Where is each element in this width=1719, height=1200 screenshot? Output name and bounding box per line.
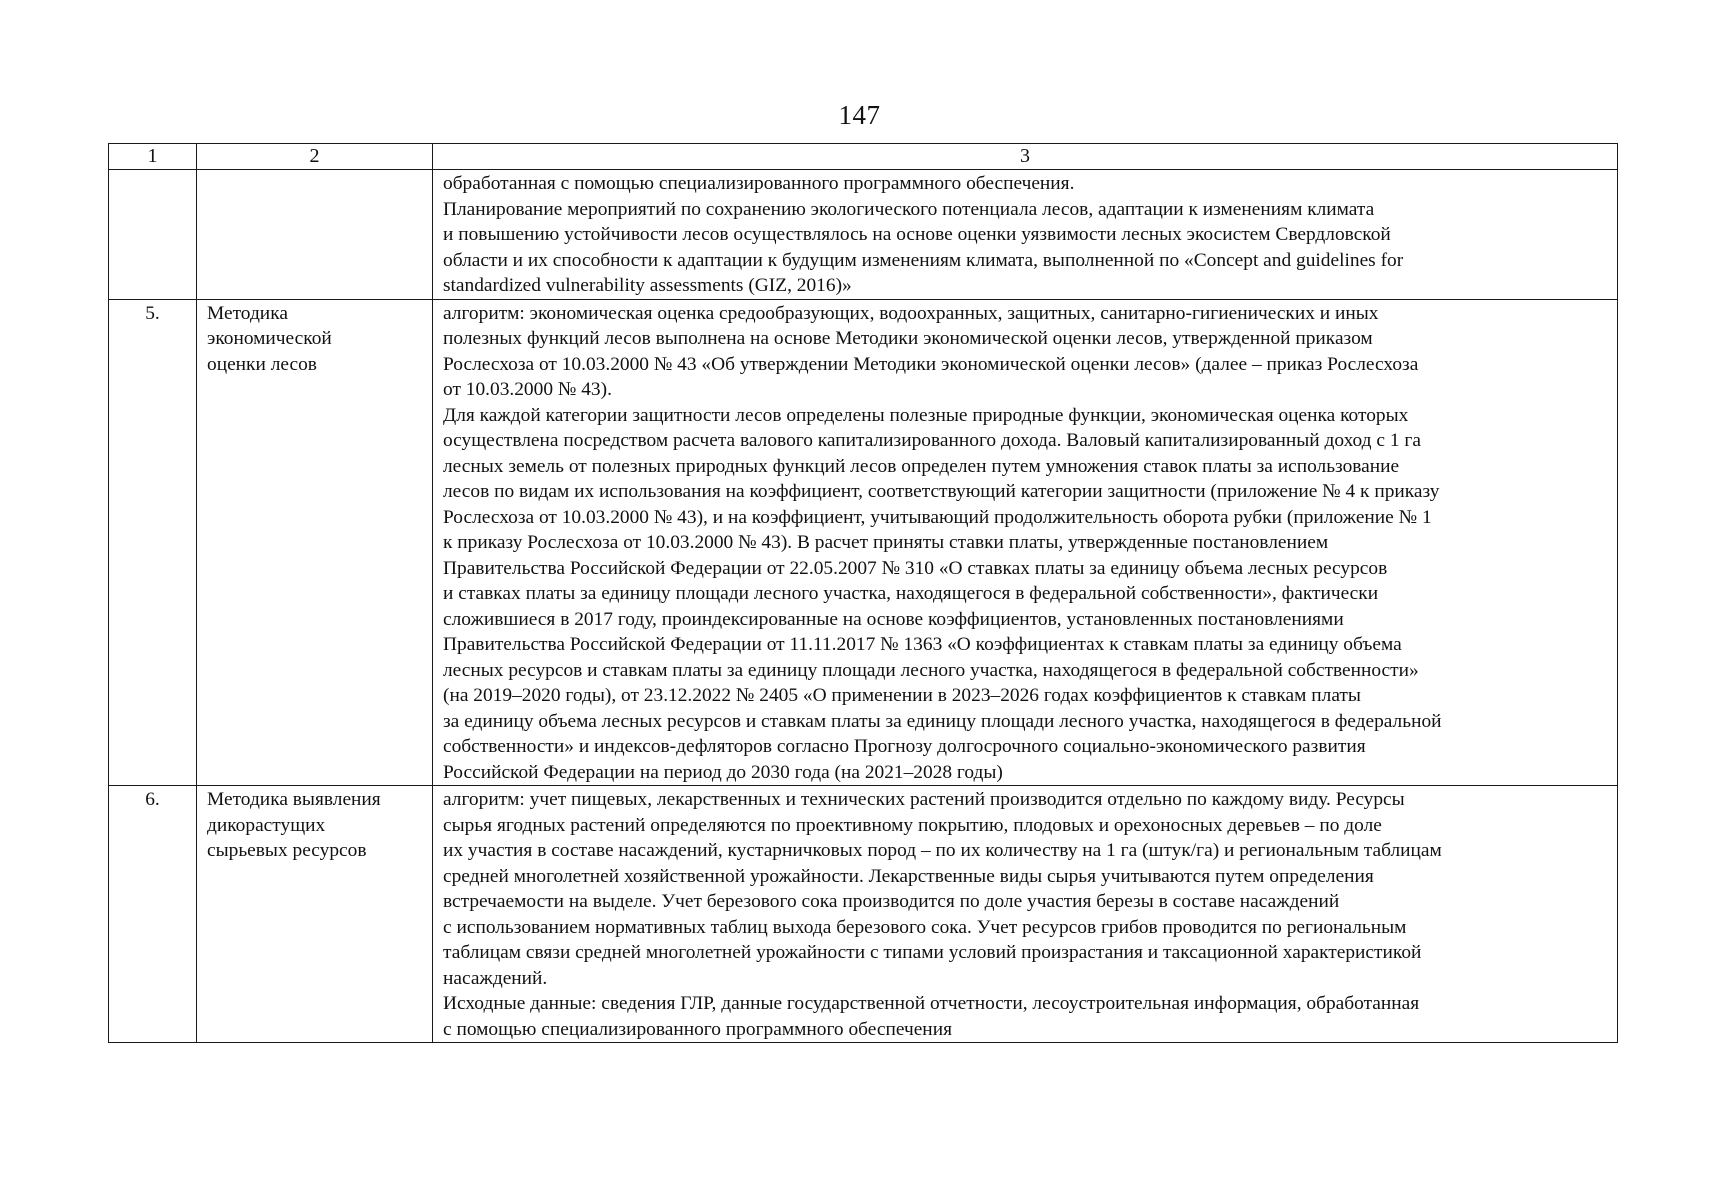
method-name-line: сырьевых ресурсов [207, 840, 367, 861]
description-line: Планирование мероприятий по сохранению экологического потенциала лесов, адаптации к изменениям климата [443, 198, 1375, 220]
document-table [108, 143, 1618, 1043]
page-number: 147 [838, 100, 881, 130]
row-number: 5. [109, 299, 197, 786]
method-name-line: оценки лесов [207, 353, 317, 375]
description-line: (на 2019–2020 годы), от 23.12.2022 № 2405 «О применении в 2023–2026 годах коэффициентов к ставкам платы [443, 685, 1361, 706]
description-line: Для каждой категории защитности лесов определены полезные природные функции, экономическая оценка которых [443, 404, 1409, 426]
description-cell [433, 786, 1618, 1043]
description-line: таблицам связи средней многолетней урожайности с типами условий произрастания и таксационной характеристикой [443, 942, 1422, 963]
description-line: области и их способности к адаптации к будущим изменениям климата, выполненной по «Concept and guidelines for [443, 249, 1404, 271]
column-header-3: 3 [433, 144, 1618, 170]
description-line: алгоритм: экономическая оценка средообразующих, водоохранных, защитных, санитарно-гигиенических и иных [443, 302, 1379, 324]
description-line: Правительства Российской Федерации от 22.05.2007 № 310 «О ставках платы за единицу объема лесных ресурсов [443, 557, 1388, 579]
description-line: Правительства Российской Федерации от 11.11.2017 № 1363 «О коэффициентах к ставкам платы за единицу объема [443, 634, 1402, 655]
method-name-cell [197, 170, 433, 300]
description-line: с помощью специализированного программного обеспечения [443, 1018, 952, 1040]
table-row [109, 786, 1618, 1043]
method-name-cell [197, 299, 433, 786]
method-name-line: дикорастущих [207, 814, 326, 836]
column-header-1: 1 [109, 144, 197, 170]
description-line: к приказу Рослесхоза от 10.03.2000 № 43). В расчет приняты ставки платы, утвержденные постановлением [443, 532, 1329, 553]
description-line: Российской Федерации на период до 2030 года (на 2021–2028 годы) [443, 761, 1003, 783]
description-line: за единицу объема лесных ресурсов и ставкам платы за единицу площади лесного участка, находящегося в федеральной [443, 710, 1442, 732]
table-row [109, 299, 1618, 786]
description-line: лесных ресурсов и ставкам платы за единицу площади лесного участка, находящегося в федеральной собственности» [443, 659, 1419, 681]
row-number: 6. [109, 786, 197, 1043]
description-line: встречаемости на выделе. Учет березового сока производится по доле участия березы в составе насаждений [443, 891, 1340, 912]
description-line: средней многолетней хозяйственной урожайности. Лекарственные виды сырья учитываются путем определения [443, 865, 1374, 887]
description-line: их участия в составе насаждений, кустарничковых пород – по их количеству на 1 га (штук/га) и региональным таблицам [443, 840, 1442, 861]
column-header-2: 2 [197, 144, 433, 170]
header-row [109, 144, 1618, 170]
description-cell [433, 170, 1618, 300]
description-line: насаждений. [443, 967, 548, 989]
description-line: алгоритм: учет пищевых, лекарственных и технических растений производится отдельно по каждому виду. Ресурсы [443, 789, 1405, 810]
method-name-line: Методика выявления [207, 789, 381, 810]
method-name-line: Методика [207, 302, 288, 324]
description-line: обработанная с помощью специализированного программного обеспечения. [443, 173, 1075, 194]
description-line: лесных земель от полезных природных функций лесов определен путем умножения ставок платы за использование [443, 455, 1400, 477]
description-line: и ставках платы за единицу площади лесного участка, находящегося в федеральной собственности», фактически [443, 583, 1379, 604]
method-name-cell [197, 786, 433, 1043]
description-line: standardized vulnerability assessments (GIZ, 2016)» [443, 275, 852, 296]
description-line: Рослесхоза от 10.03.2000 № 43), и на коэффициент, учитывающий продолжительность оборота рубки (приложение № 1 [443, 506, 1432, 528]
description-line: сложившиеся в 2017 году, проиндексированные на основе коэффициентов, установленных постановлениями [443, 608, 1344, 630]
description-cell [433, 299, 1618, 786]
row-number [109, 170, 197, 300]
method-name-line: экономической [207, 328, 332, 349]
description-line: и повышению устойчивости лесов осуществлялось на основе оценки уязвимости лесных экосистем Свердловской [443, 224, 1391, 245]
table-body [109, 170, 1618, 1043]
description-line: осуществлена посредством расчета валового капитализированного дохода. Валовый капитализированный доход с 1 га [443, 430, 1421, 451]
description-line: Рослесхоза от 10.03.2000 № 43 «Об утверждении Методики экономической оценки лесов» (далее – приказ Рослесхоза [443, 353, 1419, 375]
description-line: от 10.03.2000 № 43). [443, 379, 612, 400]
description-line: собственности» и индексов-дефляторов согласно Прогнозу долгосрочного социально-экономического развития [443, 736, 1366, 757]
description-line: лесов по видам их использования на коэффициент, соответствующий категории защитности (приложение № 4 к приказу [443, 481, 1440, 502]
description-line: Исходные данные: сведения ГЛР, данные государственной отчетности, лесоустроительная информация, обработанная [443, 993, 1420, 1014]
table-header [109, 144, 1618, 170]
table-row [109, 170, 1618, 300]
description-line: полезных функций лесов выполнена на основе Методики экономической оценки лесов, утвержденной приказом [443, 328, 1373, 349]
description-line: сырья ягодных растений определяются по проективному покрытию, плодовых и орехоносных деревьев – по доле [443, 814, 1382, 836]
description-line: с использованием нормативных таблиц выхода березового сока. Учет ресурсов грибов проводится по региональным [443, 916, 1407, 938]
